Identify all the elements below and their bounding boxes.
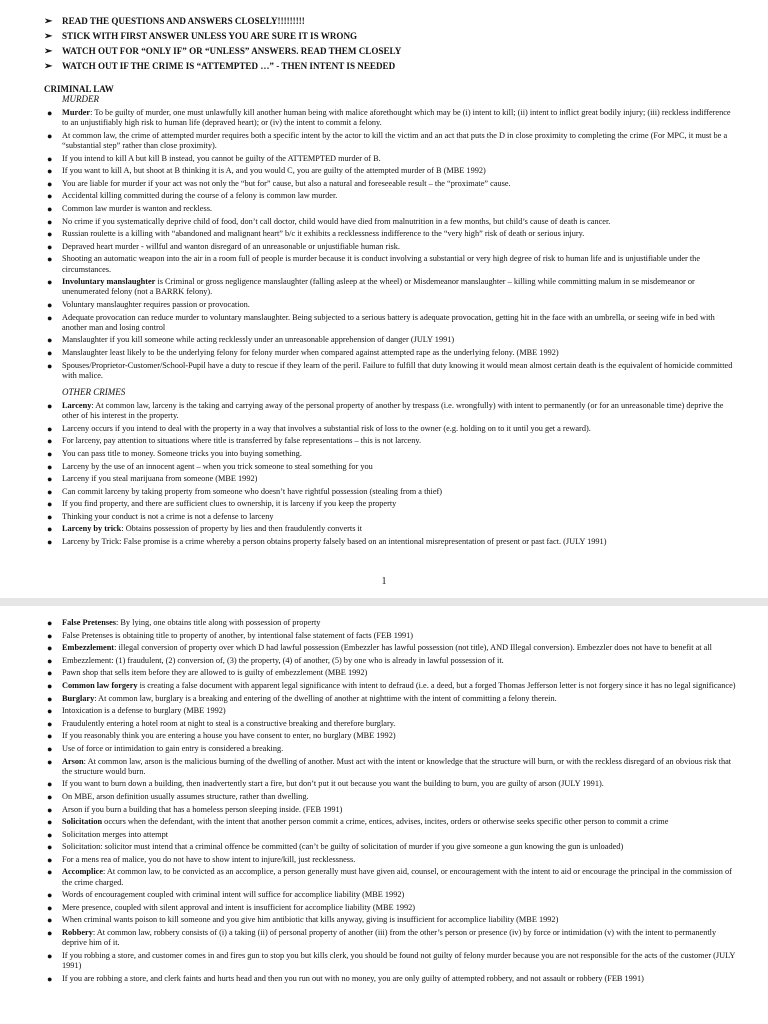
bullet-item bbox=[44, 229, 738, 239]
bullet-item bbox=[44, 254, 738, 274]
bullet-item bbox=[44, 855, 738, 865]
bullet-item bbox=[44, 890, 738, 900]
murder-list bbox=[44, 108, 738, 381]
bullet-item bbox=[44, 792, 738, 802]
bullet-text: At common law, the crime of attempted murder requires both a specific intent by the actor to kill the victim and an act that puts the D in close proximity to completing the crime (For MPC, it must be a “substantial step” rather than close proximity). bbox=[62, 130, 728, 150]
bullet-icon: ● bbox=[47, 804, 53, 815]
bullet-item bbox=[44, 277, 738, 297]
bullet-icon: ● bbox=[47, 950, 53, 961]
bullet-item bbox=[44, 154, 738, 164]
bullet-icon: ● bbox=[47, 360, 53, 371]
bullet-text: : Obtains possession of property by lies and then fraudulently converts it bbox=[121, 524, 363, 534]
section-title: CRIMINAL LAW bbox=[44, 84, 114, 94]
bullet-item bbox=[44, 779, 738, 789]
bullet-icon: ● bbox=[47, 153, 53, 164]
bullet-text: For a mens rea of malice, you do not have to show intent to injure/kill, just recklessness. bbox=[62, 854, 356, 864]
bullet-item bbox=[44, 424, 738, 434]
bullet-icon: ● bbox=[47, 130, 53, 141]
page-number: 1 bbox=[381, 576, 387, 587]
bullet-icon: ● bbox=[47, 618, 53, 628]
bullet-text: Manslaughter least likely to be the underlying felony for felony murder when compared against attempted rape as the underlying felony. (MBE 1992) bbox=[62, 347, 559, 357]
bullet-item bbox=[44, 744, 738, 754]
bullet-text: Larceny by the use of an innocent agent – when you trick someone to steal something for you bbox=[62, 461, 373, 471]
bullet-text: : At common law, to be convicted as an accomplice, a person generally must have given aid, counsel, or encouragement with the intent to aid or encourage the principal in the commission of the crime charged. bbox=[62, 867, 732, 887]
bullet-text: Voluntary manslaughter requires passion or provocation. bbox=[62, 299, 250, 309]
bullet-text: If you robbing a store, and customer comes in and fires gun to stop you but kills clerk, you should be found not guilty of felony murder because you are not responsible for the acts of the customer (JULY 1991) bbox=[62, 950, 736, 971]
bullet-icon: ● bbox=[47, 499, 53, 510]
bullet-icon: ● bbox=[47, 668, 53, 679]
exam-tip-text: READ THE QUESTIONS AND ANSWERS CLOSELY!!!!!!!!! bbox=[62, 16, 305, 26]
bullet-icon: ● bbox=[47, 448, 53, 459]
bullet-icon: ● bbox=[47, 854, 53, 865]
bullet-text: : At common law, robbery consists of (i) a taking (ii) of personal property of another (iii) from the other’s person or presence (iv) by force or intimidation (v) with the intent to permanently deprive him of it. bbox=[62, 928, 717, 948]
bullet-item bbox=[44, 842, 738, 852]
bullet-item bbox=[44, 131, 738, 151]
bullet-text: : At common law, larceny is the taking and carrying away of the personal property of another by trespass (i.e. wrongfully) with intent to permanently (or for an unreasonable time) deprive the other of his interest in the property. bbox=[62, 400, 724, 421]
exam-tip bbox=[44, 44, 738, 59]
bullet-text: If you want to kill A, but shoot at B thinking it is A, and you would C, you are guilty of the attempted murder of B (MBE 1992) bbox=[62, 166, 486, 176]
bullet-item bbox=[44, 656, 738, 666]
murder-heading: MURDER bbox=[62, 94, 99, 104]
page-2-content bbox=[44, 618, 738, 986]
bullet-text: Manslaughter if you kill someone while acting recklessly under an unreasonable apprehension of danger (JULY 1991) bbox=[62, 335, 455, 345]
bullet-item bbox=[44, 335, 738, 345]
bullet-item bbox=[44, 537, 738, 547]
bullet-term: Burglary bbox=[62, 693, 95, 703]
bullet-text: : To be guilty of murder, one must unlawfully kill another human being with malice aforethought which may be (i) intent to kill; (ii) intent to inflict great bodily injury; (iii) reckless indifference to an unjustifiably high risk to human life (depraved heart); or (iv) the intent to commit a felony. bbox=[62, 108, 731, 128]
bullet-icon: ● bbox=[47, 791, 53, 802]
bullet-item bbox=[44, 462, 738, 472]
bullet-text: Fraudulently entering a hotel room at night to steal is a constructive breaking and therefore burglary. bbox=[62, 718, 396, 728]
bullet-text: occurs when the defendant, with the intent that another person commit a crime, entices, advises, incites, orders or otherwise seeks specific other person to commit a crime bbox=[102, 817, 669, 827]
bullet-item bbox=[44, 474, 738, 484]
bullet-icon: ● bbox=[47, 630, 53, 641]
bullet-text: No crime if you systematically deprive child of food, don’t call doctor, child would have died from malnutrition in a few months, but child’s cause of death is cancer. bbox=[62, 216, 611, 226]
bullet-icon: ● bbox=[47, 928, 53, 939]
bullet-term: Common law forgery bbox=[62, 680, 138, 690]
bullet-item bbox=[44, 242, 738, 252]
bullet-text: Solicitation: solicitor must intend that a criminal offence be committed (can’t be guilty of solicitation of murder if you give someone a gun knowing the gun is unloaded) bbox=[62, 842, 624, 852]
bullet-icon: ● bbox=[47, 108, 53, 118]
other-crimes-heading: OTHER CRIMES bbox=[62, 386, 126, 397]
bullet-item bbox=[44, 643, 738, 653]
bullet-icon: ● bbox=[47, 842, 53, 853]
bullet-icon: ● bbox=[47, 254, 53, 265]
bullet-item bbox=[44, 217, 738, 227]
bullet-item bbox=[44, 974, 738, 984]
bullet-item bbox=[44, 668, 738, 678]
bullet-text: You can pass title to money. Someone tricks you into buying something. bbox=[62, 448, 302, 458]
bullet-item bbox=[44, 191, 738, 201]
page-2-list bbox=[44, 618, 738, 984]
bullet-item bbox=[44, 719, 738, 729]
bullet-text: If you find property, and there are sufficient clues to ownership, it is larceny if you keep the property bbox=[62, 499, 397, 509]
bullet-text: Words of encouragement coupled with criminal intent will suffice for accomplice liability (MBE 1992) bbox=[62, 890, 405, 900]
bullet-icon: ● bbox=[47, 779, 53, 790]
bullet-text: When criminal wants poison to kill someone and you give him antibiotic that kills anyway, giving is insufficient for accomplice liability (MBE 1992) bbox=[62, 915, 559, 925]
bullet-item bbox=[44, 348, 738, 358]
bullet-text: Embezzlement: (1) fraudulent, (2) conversion of, (3) the property, (4) of another, (5) by one who is already in lawful possession of it. bbox=[62, 655, 504, 665]
bullet-icon: ● bbox=[47, 655, 53, 666]
bullet-item bbox=[44, 361, 738, 381]
bullet-item bbox=[44, 915, 738, 925]
bullet-icon: ● bbox=[47, 829, 53, 840]
bullet-icon: ● bbox=[47, 191, 53, 202]
bullet-item bbox=[44, 487, 738, 497]
bullet-term: Arson bbox=[62, 756, 84, 766]
bullet-item bbox=[44, 817, 738, 827]
bullet-item bbox=[44, 166, 738, 176]
bullet-text: If you reasonably think you are entering a house you have consent to enter, no burglary (MBE 1992) bbox=[62, 731, 396, 741]
bullet-item bbox=[44, 830, 738, 840]
bullet-icon: ● bbox=[47, 312, 53, 323]
bullet-text: Common law murder is wanton and reckless. bbox=[62, 203, 213, 213]
page-separator bbox=[0, 598, 768, 606]
exam-tip bbox=[44, 29, 738, 44]
exam-tip bbox=[44, 59, 738, 74]
bullet-item bbox=[44, 618, 738, 628]
bullet-icon: ● bbox=[47, 347, 53, 358]
bullet-icon: ● bbox=[47, 915, 53, 926]
bullet-icon: ● bbox=[47, 423, 53, 434]
bullet-item bbox=[44, 903, 738, 913]
bullet-text: is Criminal or gross negligence manslaughter (falling asleep at the wheel) or Misdemeanor manslaughter – killing while committing malum in se misdemeanor or unenumerated felony (not a BARRK felony). bbox=[62, 277, 695, 297]
exam-tip bbox=[44, 14, 738, 29]
bullet-text: Spouses/Proprietor-Customer/School-Pupil have a duty to rescue if they learn of the peril. Failure to fulfill that duty knowing it would mean almost certain death is the equivalent of homicide committed with malice. bbox=[62, 360, 733, 380]
bullet-icon: ● bbox=[47, 731, 53, 742]
bullet-item bbox=[44, 524, 738, 534]
bullet-icon: ● bbox=[47, 335, 53, 346]
bullet-text: If you are robbing a store, and clerk faints and hurts head and then you run out with no money, you are only guilty of attempted robbery, and not assault or robbery (FEB 1991) bbox=[62, 973, 644, 983]
bullet-icon: ● bbox=[47, 436, 53, 447]
bullet-text: Mere presence, coupled with silent approval and intent is insufficient for accomplice liability (MBE 1992) bbox=[62, 902, 416, 912]
bullet-item bbox=[44, 401, 738, 421]
document-page-2 bbox=[0, 606, 768, 1024]
bullet-icon: ● bbox=[47, 166, 53, 177]
bullet-icon: ● bbox=[47, 537, 53, 548]
exam-tip-text: WATCH OUT FOR “ONLY IF” OR “UNLESS” ANSWERS. READ THEM CLOSELY bbox=[62, 46, 402, 56]
bullet-text: Use of force or intimidation to gain entry is considered a breaking. bbox=[62, 743, 284, 753]
bullet-item bbox=[44, 512, 738, 522]
bullet-text: : At common law, burglary is a breaking and entering of the dwelling of another at nighttime with the intent of committing a felony therein. bbox=[94, 693, 557, 703]
bullet-icon: ● bbox=[47, 867, 53, 878]
exam-tip-text: STICK WITH FIRST ANSWER UNLESS YOU ARE SURE IT IS WRONG bbox=[62, 31, 358, 41]
bullet-text: : At common law, arson is the malicious burning of the dwelling of another. Must act with the intent or knowledge that the structure will burn, or with the reckless disregard of an obvious risk that the structure would burn. bbox=[62, 756, 732, 776]
bullet-text: False Pretenses is obtaining title to property of another, by intentional false statement of facts (FEB 1991) bbox=[62, 630, 414, 640]
bullet-term: Involuntary manslaughter bbox=[62, 277, 156, 287]
bullet-text: For larceny, pay attention to situations where title is transferred by false representations – this is not larceny. bbox=[62, 436, 422, 446]
bullet-item bbox=[44, 951, 738, 971]
bullet-item bbox=[44, 805, 738, 815]
bullet-icon: ● bbox=[47, 229, 53, 240]
bullet-text: Larceny if you steal marijuana from someone (MBE 1992) bbox=[62, 474, 258, 484]
bullet-icon: ● bbox=[47, 890, 53, 901]
bullet-item bbox=[44, 449, 738, 459]
bullet-icon: ● bbox=[47, 524, 53, 535]
bullet-item bbox=[44, 631, 738, 641]
arrow-bullet-icon: ➢ bbox=[44, 31, 53, 42]
bullet-icon: ● bbox=[47, 817, 53, 828]
bullet-text: is creating a false document with apparent legal significance with intent to defraud (i.e. a deed, but a forged Thomas Jefferson letter is not forgery since it has no legal significance) bbox=[137, 680, 736, 690]
bullet-text: Adequate provocation can reduce murder to voluntary manslaughter. Being subjected to a serious battery is adequate provocation, getting hit in the face with an umbrella, or seeing wife in bed with another man and losing control bbox=[62, 312, 715, 332]
bullet-icon: ● bbox=[47, 718, 53, 729]
bullet-item bbox=[44, 108, 738, 128]
bullet-text: Russian roulette is a killing with “abandoned and malignant heart” b/c it exhibits a recklessness indifference to the “very high” risk of death or serious injury. bbox=[62, 229, 585, 239]
bullet-icon: ● bbox=[47, 902, 53, 913]
bullet-icon: ● bbox=[47, 178, 53, 189]
bullet-text: On MBE, arson definition usually assumes structure, rather than dwelling. bbox=[62, 791, 309, 801]
bullet-term: Larceny bbox=[62, 400, 92, 410]
bullet-term: Embezzlement bbox=[62, 643, 115, 653]
bullet-text: Pawn shop that sells item before they are allowed to is guilty of embezzlement (MBE 1992) bbox=[62, 668, 368, 678]
bullet-icon: ● bbox=[47, 216, 53, 227]
bullet-icon: ● bbox=[47, 241, 53, 252]
bullet-icon: ● bbox=[47, 680, 53, 691]
bullet-item bbox=[44, 204, 738, 214]
other-crimes-list bbox=[44, 401, 738, 547]
bullet-item bbox=[44, 499, 738, 509]
bullet-item bbox=[44, 300, 738, 310]
bullet-text: Accidental killing committed during the course of a felony is common law murder. bbox=[62, 191, 338, 201]
bullet-icon: ● bbox=[47, 743, 53, 754]
bullet-item bbox=[44, 436, 738, 446]
bullet-icon: ● bbox=[47, 643, 53, 654]
bullet-text: Shooting an automatic weapon into the air in a room full of people is murder because it is conduct involving a substantial or very high degree of risk to human life and is unjustifiable under the circumstances. bbox=[62, 254, 701, 274]
arrow-bullet-icon: ➢ bbox=[44, 16, 53, 27]
bullet-icon: ● bbox=[47, 706, 53, 717]
bullet-text: Depraved heart murder - willful and wanton disregard of an unreasonable or unjustifiable human risk. bbox=[62, 241, 400, 251]
bullet-item bbox=[44, 179, 738, 189]
bullet-icon: ● bbox=[47, 400, 53, 411]
bullet-text: Can commit larceny by taking property from someone who doesn’t have rightful possession (stealing from a thief) bbox=[62, 486, 443, 496]
exam-tips-list bbox=[44, 14, 738, 74]
bullet-text: You are liable for murder if your act was not only the “but for” cause, but also a natural and foreseeable result – the “proximate” cause. bbox=[62, 178, 511, 188]
bullet-icon: ● bbox=[47, 277, 53, 288]
bullet-item bbox=[44, 681, 738, 691]
bullet-text: : By lying, one obtains title along with possession of property bbox=[116, 618, 321, 627]
bullet-text: Arson if you burn a building that has a homeless person sleeping inside. (FEB 1991) bbox=[62, 804, 343, 814]
bullet-term: Solicitation bbox=[62, 817, 103, 827]
arrow-bullet-icon: ➢ bbox=[44, 61, 53, 72]
bullet-text: Solicitation merges into attempt bbox=[62, 829, 169, 839]
bullet-icon: ● bbox=[47, 693, 53, 704]
bullet-term: Larceny by trick bbox=[62, 524, 122, 534]
bullet-item bbox=[44, 731, 738, 741]
bullet-item bbox=[44, 928, 738, 948]
bullet-icon: ● bbox=[47, 756, 53, 767]
bullet-icon: ● bbox=[47, 486, 53, 497]
page-1-content bbox=[44, 14, 738, 550]
bullet-text: If you intend to kill A but kill B instead, you cannot be guilty of the ATTEMPTED murder of B. bbox=[62, 153, 381, 163]
bullet-text: Intoxication is a defense to burglary (MBE 1992) bbox=[62, 706, 226, 716]
bullet-text: : illegal conversion of property over which D had lawful possession (Embezzler has lawful possession (not title), AND Illegal conversion). Embezzler does not have to benefit at all bbox=[114, 643, 712, 653]
exam-tip-text: WATCH OUT IF THE CRIME IS “ATTEMPTED …” - THEN INTENT IS NEEDED bbox=[62, 61, 396, 71]
bullet-text: Larceny by Trick: False promise is a crime whereby a person obtains property falsely based on an intentional misrepresentation of present or past fact. (JULY 1991) bbox=[62, 537, 607, 547]
bullet-icon: ● bbox=[47, 299, 53, 310]
arrow-bullet-icon: ➢ bbox=[44, 46, 53, 57]
bullet-text: Larceny occurs if you intend to deal with the property in a way that involves a substantial risk of loss to the owner (e.g. holding on to it until you get a reward). bbox=[62, 423, 591, 433]
bullet-term: Accomplice bbox=[62, 867, 104, 877]
bullet-icon: ● bbox=[47, 973, 53, 984]
bullet-icon: ● bbox=[47, 511, 53, 522]
bullet-term: False Pretenses bbox=[62, 618, 116, 627]
bullet-text: Thinking your conduct is not a crime is not a defense to larceny bbox=[62, 511, 274, 521]
bullet-term: Robbery bbox=[62, 928, 93, 938]
bullet-icon: ● bbox=[47, 474, 53, 485]
bullet-text: If you want to burn down a building, then inadvertently start a fire, but don’t put it out because you want the building to burn, you are guilty of arson (JULY 1991). bbox=[62, 779, 604, 789]
bullet-item bbox=[44, 757, 738, 777]
bullet-item bbox=[44, 706, 738, 716]
bullet-term: Murder bbox=[62, 108, 91, 117]
bullet-item bbox=[44, 694, 738, 704]
bullet-icon: ● bbox=[47, 203, 53, 214]
bullet-item bbox=[44, 867, 738, 887]
bullet-item bbox=[44, 313, 738, 333]
bullet-icon: ● bbox=[47, 461, 53, 472]
